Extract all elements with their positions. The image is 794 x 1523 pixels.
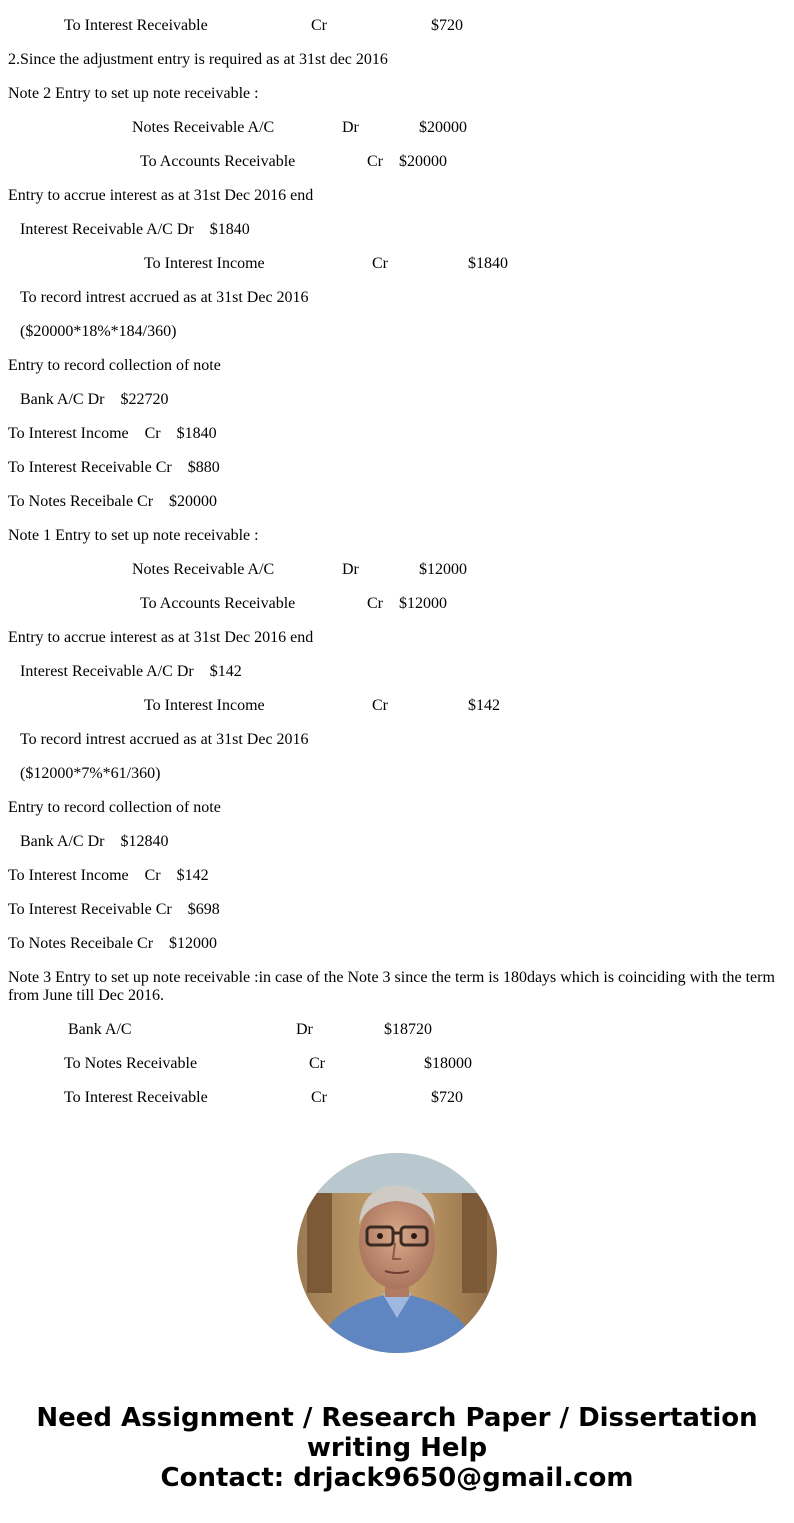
note2-ir-line: Interest Receivable A/C Dr $1840 (20, 221, 250, 238)
note3-nr-acct: To Notes Receivable (64, 1055, 198, 1072)
note3-bank-dc: Dr (296, 1021, 313, 1038)
note1-ar-dc: Cr (367, 595, 383, 612)
note1-bank: Bank A/C Dr $12840 (20, 833, 169, 850)
note3-title: Note 3 Entry to set up note receivable :in case of the Note 3 since the term is 180days which is coinciding with the term from June till Dec 2016. (8, 969, 775, 1004)
note2-ii-amt: $1840 (468, 255, 508, 272)
note1-ii-acct: To Interest Income (144, 697, 265, 714)
note1-nr-acct: Notes Receivable A/C (132, 561, 275, 578)
note2-c2: To Interest Receivable Cr $880 (8, 459, 220, 476)
note1-collect-title: Entry to record collection of note (8, 799, 221, 816)
note1-ar-acct: To Accounts Receivable (140, 595, 296, 612)
note3-nr-amt: $18000 (424, 1055, 472, 1072)
note3-ir-amt: $720 (431, 1089, 463, 1106)
top-dc: Cr (311, 17, 327, 34)
note2-record: To record intrest accrued as at 31st Dec 2016 (20, 289, 309, 306)
note1-ii-dc: Cr (372, 697, 388, 714)
note1-calc: ($12000*7%*61/360) (20, 765, 161, 782)
note2-ii-dc: Cr (372, 255, 388, 272)
author-photo (297, 1153, 497, 1353)
note1-c1: To Interest Income Cr $142 (8, 867, 209, 884)
note3-bank-amt: $18720 (384, 1021, 432, 1038)
note2-ii-acct: To Interest Income (144, 255, 265, 272)
note2-ar-acct: To Accounts Receivable (140, 153, 296, 170)
note3-ir-acct: To Interest Receivable (64, 1089, 208, 1106)
note1-ar-amt: $12000 (399, 595, 447, 612)
note1-ii-amt: $142 (468, 697, 500, 714)
banner-contact-line: Contact: drjack9650@gmail.com (160, 1463, 634, 1493)
note1-accrue-title: Entry to accrue interest as at 31st Dec 2016 end (8, 629, 314, 646)
note2-ar-amt: $20000 (399, 153, 447, 170)
note2-nr-acct: Notes Receivable A/C (132, 119, 275, 136)
note2-title: Note 2 Entry to set up note receivable : (8, 85, 259, 102)
note2-nr-amt: $20000 (419, 119, 467, 136)
note1-c2: To Interest Receivable Cr $698 (8, 901, 220, 918)
note2-collect-title: Entry to record collection of note (8, 357, 221, 374)
note2-c3: To Notes Receibale Cr $20000 (8, 493, 218, 510)
note2-bank: Bank A/C Dr $22720 (20, 391, 169, 408)
note3-bank-acct: Bank A/C (68, 1021, 132, 1038)
note2-ar-dc: Cr (367, 153, 383, 170)
note2-accrue-title: Entry to accrue interest as at 31st Dec 2016 end (8, 187, 314, 204)
note2-calc: ($20000*18%*184/360) (20, 323, 177, 340)
note1-record: To record intrest accrued as at 31st Dec 2016 (20, 731, 309, 748)
note1-title: Note 1 Entry to set up note receivable : (8, 527, 259, 544)
top-amt: $720 (431, 17, 463, 34)
top-acct: To Interest Receivable (64, 17, 208, 34)
note3-ir-dc: Cr (311, 1089, 327, 1106)
note3-nr-dc: Cr (309, 1055, 325, 1072)
heading-2: 2.Since the adjustment entry is required as at 31st dec 2016 (8, 51, 388, 68)
banner-line-2: writing Help (306, 1433, 488, 1463)
note1-nr-amt: $12000 (419, 561, 467, 578)
note1-c3: To Notes Receibale Cr $12000 (8, 935, 218, 952)
note1-nr-dc: Dr (342, 561, 359, 578)
contact-banner (0, 1403, 794, 1493)
note2-nr-dc: Dr (342, 119, 359, 136)
banner-line-1: Need Assignment / Research Paper / Dissertation (36, 1403, 758, 1433)
note1-ir-line: Interest Receivable A/C Dr $142 (20, 663, 242, 680)
note2-c1: To Interest Income Cr $1840 (8, 425, 217, 442)
